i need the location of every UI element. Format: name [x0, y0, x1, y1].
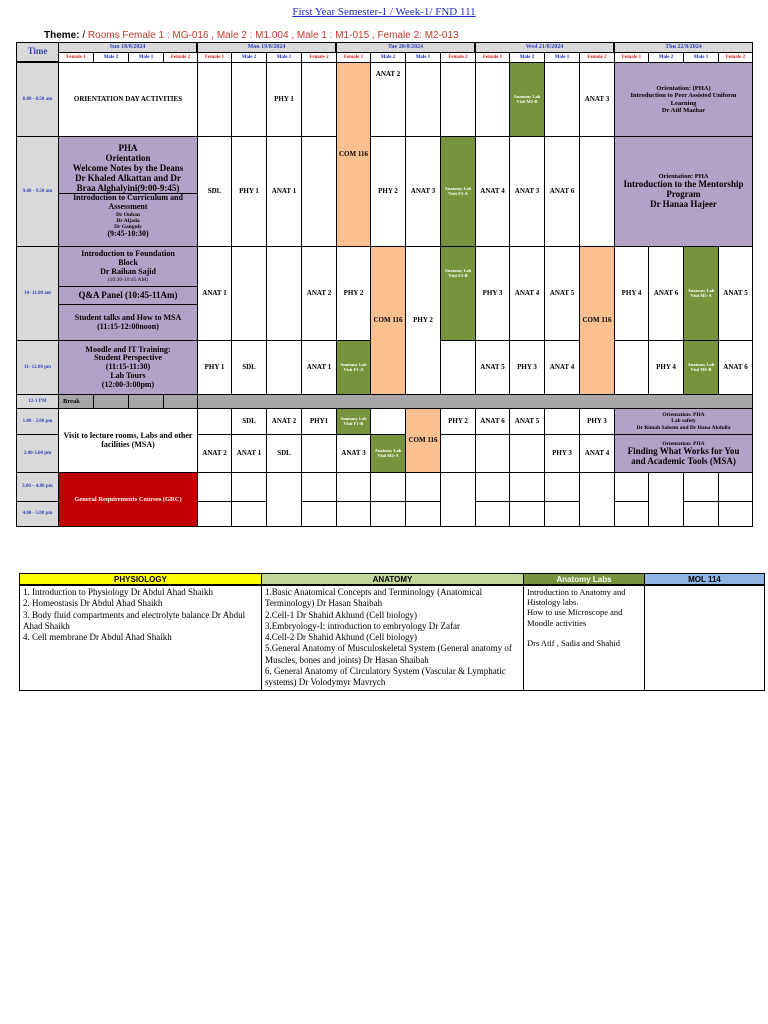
- empty-cell: [718, 501, 753, 527]
- event-cell: Visit to lecture rooms, Labs and other facilities (MSA): [58, 408, 198, 473]
- course-legend: [19, 573, 765, 691]
- event-cell: [58, 246, 198, 287]
- class-cell: PHY 2: [336, 246, 371, 341]
- empty-cell: [683, 472, 719, 502]
- event-line: and Academic Tools (MSA): [631, 455, 736, 466]
- lab-cell: Anatomy Lab Visit F2-B: [440, 246, 476, 341]
- empty-cell: [405, 501, 441, 527]
- lab-cell: Anatomy Lab Visit F2-A: [440, 136, 476, 247]
- lab-cell: Anatomy Lab Visit M1-A: [683, 246, 719, 341]
- time-header: Time: [16, 42, 59, 62]
- day-header: Thu 22/8/2024: [614, 42, 753, 53]
- section-header: Male 2: [93, 52, 129, 63]
- event-cell: ORIENTATION DAY ACTIVITIES: [58, 62, 198, 137]
- time-slot: 10- 11.00 am: [16, 246, 59, 341]
- event-line: Introduction to Foundation: [81, 249, 175, 259]
- class-cell: ANAT 6: [475, 408, 510, 435]
- section-header: Female 1: [614, 52, 649, 63]
- event-line: Orientation: [105, 152, 151, 163]
- theme-label: Theme:: [44, 30, 80, 41]
- lab-cell: Anatomy Lab Visit F1-B: [336, 408, 371, 435]
- class-cell: COM 116: [336, 62, 371, 247]
- legend-physiology: [19, 585, 262, 691]
- empty-cell: [301, 501, 337, 527]
- empty-cell: [370, 472, 406, 502]
- event-line: Dr Raihan Sajid: [100, 266, 156, 276]
- legend-header-anatomy: ANATOMY: [261, 573, 524, 585]
- class-cell: PHY 2: [440, 408, 476, 435]
- class-cell: PHY1: [301, 408, 337, 435]
- class-cell: PHY 2: [405, 246, 441, 395]
- lab-cell: Anatomy Lab Visit M1-B: [683, 340, 719, 395]
- time-slot: 1.00 - 2.00 pm: [16, 408, 59, 435]
- event-line: Dr Ganguly: [114, 224, 142, 231]
- empty-cell: [648, 472, 684, 527]
- empty-cell: [301, 62, 337, 137]
- event-cell: Q&A Panel (10:45-11Am): [58, 286, 198, 305]
- legend-item: 4.Cell-2 Dr Shahid Akhund (Cell biology): [265, 632, 417, 642]
- section-header: Female 1: [475, 52, 510, 63]
- section-header: Female 2: [579, 52, 615, 63]
- empty-cell: [197, 472, 232, 502]
- time-slot: 3.00 – 4.00 pm: [16, 472, 59, 502]
- empty-cell: [475, 501, 510, 527]
- section-header: Male 2: [648, 52, 684, 63]
- event-line: Assessment: [108, 202, 148, 212]
- class-cell: ANAT 1: [197, 246, 232, 341]
- empty-cell: [614, 472, 649, 502]
- legend-item: Drs Atif , Sadia and Shahid: [527, 637, 621, 648]
- empty-cell: [544, 62, 580, 137]
- day-header: Sun 18/8/2024: [58, 42, 197, 53]
- class-cell: ANAT 3: [579, 62, 615, 137]
- empty-cell: [544, 472, 580, 502]
- class-cell: ANAT 3: [336, 434, 371, 473]
- empty-cell: [614, 501, 649, 527]
- event-line: Dr Ouban: [116, 212, 140, 219]
- event-line: Introduction to Curriculum and: [59, 193, 197, 203]
- empty-cell: [266, 472, 302, 527]
- class-cell: SDL: [197, 136, 232, 247]
- class-cell: PHY 3: [509, 340, 545, 395]
- empty-cell: [683, 501, 719, 527]
- legend-item: 2.Cell-1 Dr Shahid Akhund (Cell biology): [265, 609, 417, 620]
- legend-item: 3.Embryology-I: introduction to embryology Dr Zafar: [265, 620, 460, 631]
- time-slot: 8.00 - 8.50 am: [16, 62, 59, 137]
- empty-cell: [475, 62, 510, 137]
- event-line: Block: [118, 258, 138, 268]
- legend-mol: [644, 585, 765, 691]
- class-cell: ANAT 2: [197, 434, 232, 473]
- section-header: Male 2: [231, 52, 267, 63]
- empty-cell: [405, 62, 441, 137]
- section-header: Female 2: [718, 52, 753, 63]
- break-cell: [163, 394, 198, 409]
- empty-cell: [440, 434, 476, 473]
- class-cell: PHY 1: [266, 62, 302, 137]
- event-cell: General Requirements Courses (GRC): [58, 472, 198, 527]
- lab-cell: Anatomy Lab Visit M2-B: [509, 62, 545, 137]
- event-line: Welcome Notes by the Deans: [72, 162, 184, 173]
- class-cell: ANAT 3: [509, 136, 545, 247]
- class-cell: PHY 2: [370, 136, 406, 247]
- event-line: Dr Rimah Saleem and Dr Hana Abdulla: [636, 424, 731, 431]
- event-line: (10:30-10:45 AM): [107, 276, 149, 283]
- event-line: PHA: [118, 143, 138, 153]
- event-line: Student talks and How to MSA: [74, 312, 182, 322]
- empty-cell: [509, 501, 545, 527]
- legend-item: 2. Homeostasis Dr Abdul Ahad Shaikh: [23, 598, 163, 609]
- event-line: (11:15-11:30): [105, 362, 151, 372]
- class-cell: PHY 3: [579, 408, 615, 435]
- event-line: Lab Tours: [110, 370, 146, 380]
- class-cell: ANAT 2: [301, 246, 337, 341]
- day-header: Mon 19/8/2024: [197, 42, 336, 53]
- theme-separator: /: [82, 30, 86, 41]
- class-cell: COM 116: [579, 246, 615, 395]
- class-cell: ANAT 4: [475, 136, 510, 247]
- class-cell: COM 116: [405, 408, 441, 473]
- class-cell: ANAT 2: [266, 408, 302, 435]
- event-line: Orientation: (PHA): [656, 85, 711, 93]
- event-cell: [614, 434, 753, 473]
- legend-item: Introduction to Anatomy and Histology labs.: [527, 587, 626, 608]
- legend-item: [527, 628, 641, 638]
- empty-cell: [301, 472, 337, 502]
- legend-item: 5.General Anatomy of Musculoskeletal System (General anatomy of Muscles, bones and joints) Dr Hasan Shaibah: [265, 643, 512, 665]
- event-cell: [614, 408, 753, 435]
- event-line: Program: [666, 189, 701, 200]
- section-header: Male 1: [683, 52, 719, 63]
- class-cell: ANAT 6: [648, 246, 684, 341]
- empty-cell: [370, 501, 406, 527]
- empty-cell: [370, 408, 406, 435]
- class-cell: PHY 1: [197, 340, 232, 395]
- event-line: Dr Atif Mazhar: [661, 106, 706, 114]
- event-cell: [58, 136, 198, 247]
- empty-cell: [301, 136, 337, 247]
- empty-cell: [336, 472, 371, 502]
- class-cell: ANAT 3: [405, 136, 441, 247]
- event-cell: [614, 62, 753, 137]
- section-header: Female 1: [336, 52, 371, 63]
- break-cell: Break: [58, 394, 94, 409]
- empty-cell: [544, 501, 580, 527]
- time-slot: 9.00 - 9.50 am: [16, 136, 59, 247]
- empty-cell: [266, 246, 302, 341]
- event-line: Dr Hanaa Hajeer: [650, 199, 717, 210]
- class-cell: ANAT 5: [509, 408, 545, 435]
- legend-item: 1. Introduction to Physiology Dr Abdul Ahad Shaikh: [23, 587, 213, 597]
- empty-cell: [509, 472, 545, 502]
- page-title: First Year Semester-1 / Week-1/ FND 111: [292, 6, 476, 18]
- time-slot: 4.00 - 5.00 pm: [16, 501, 59, 527]
- section-header: Male 2: [509, 52, 545, 63]
- empty-cell: [544, 408, 580, 435]
- empty-cell: [197, 501, 232, 527]
- class-cell: ANAT 6: [718, 340, 753, 395]
- empty-cell: [336, 501, 371, 527]
- section-header: Male 1: [128, 52, 164, 63]
- empty-cell: [440, 62, 476, 137]
- section-header: Female 2: [163, 52, 198, 63]
- class-cell: ANAT 4: [509, 246, 545, 341]
- empty-cell: [231, 62, 267, 137]
- class-cell: ANAT 6: [544, 136, 580, 247]
- empty-cell: [579, 136, 615, 247]
- class-cell: SDL: [231, 408, 267, 435]
- event-cell: [58, 304, 198, 341]
- class-cell: ANAT 1: [266, 136, 302, 247]
- lab-cell: Anatomy Lab Visit M2-A: [370, 434, 406, 473]
- section-header: Male 1: [266, 52, 302, 63]
- event-line: Orientation: PHA: [662, 412, 705, 419]
- empty-cell: [440, 472, 476, 527]
- event-line: Orientation: PHA: [662, 440, 705, 447]
- event-cell: [58, 340, 198, 395]
- legend-item: 1.Basic Anatomical Concepts and Terminology (Anatomical Terminology) Dr Hasan Shaibah: [265, 587, 483, 609]
- class-cell: ANAT 4: [579, 434, 615, 473]
- event-cell: [614, 136, 753, 247]
- legend-anatomy: [261, 585, 524, 691]
- class-cell: COM 116: [370, 246, 406, 395]
- legend-labs: [523, 585, 645, 691]
- class-cell: ANAT 1: [301, 340, 337, 395]
- time-slot: 2.00-3.00 pm: [16, 434, 59, 473]
- legend-item: 6. General Anatomy of Circulatory System (Vascular & Lymphatic systems) Dr Volodymyr Mavrych: [265, 665, 506, 687]
- empty-cell: [197, 408, 232, 435]
- class-cell: SDL: [266, 434, 302, 473]
- class-cell: PHY 3: [475, 246, 510, 341]
- break-cell: [128, 394, 164, 409]
- event-line: (11:15-12:00noon): [97, 321, 159, 331]
- class-cell: ANAT 5: [544, 246, 580, 341]
- section-header: Male 2: [370, 52, 406, 63]
- class-cell: PHY 3: [544, 434, 580, 473]
- theme-rooms: Rooms Female 1 : MG-016 , Male 2 : M1.004 , Male 1 : M1-015 , Female 2: M2-013: [87, 30, 459, 41]
- break-cell: [197, 394, 753, 409]
- empty-cell: [475, 472, 510, 502]
- event-line: Finding What Works for You: [627, 445, 740, 456]
- legend-header-physiology: PHYSIOLOGY: [19, 573, 262, 585]
- event-line: (12:00-3:00pm): [101, 379, 155, 389]
- empty-cell: [475, 434, 510, 473]
- empty-cell: [197, 62, 232, 137]
- break-cell: [93, 394, 129, 409]
- schedule-table: [16, 42, 753, 527]
- section-header: Male 1: [405, 52, 441, 63]
- class-cell: PHY 4: [614, 246, 649, 341]
- event-line: Braa Alghalyini(9:00-9:45): [76, 182, 180, 193]
- class-cell: ANAT 2: [370, 62, 406, 137]
- class-cell: ANAT 1: [231, 434, 267, 473]
- day-header: Wed 21/8/2024: [475, 42, 614, 53]
- class-cell: PHY 1: [231, 136, 267, 247]
- empty-cell: [231, 246, 267, 341]
- empty-cell: [266, 340, 302, 395]
- empty-cell: [231, 472, 267, 502]
- empty-cell: [405, 472, 441, 502]
- legend-item: 4. Cell membrane Dr Abdul Ahad Shaikh: [23, 632, 172, 642]
- event-line: Orientation: PHA: [658, 173, 709, 181]
- section-header: Male 1: [544, 52, 580, 63]
- legend-header-labs: Anatomy Labs: [523, 573, 645, 585]
- empty-cell: [440, 340, 476, 395]
- section-header: Female 2: [440, 52, 476, 63]
- section-header: Female 1: [197, 52, 232, 63]
- theme-line: [44, 30, 459, 41]
- day-header: Tue 20/8/2024: [336, 42, 475, 53]
- empty-cell: [301, 434, 337, 473]
- empty-cell: [614, 340, 649, 395]
- event-line: Learning: [670, 99, 697, 107]
- event-line: Moodle and IT Training:: [85, 344, 171, 354]
- section-header: Female 1: [58, 52, 94, 63]
- section-header: Female 2: [301, 52, 337, 63]
- class-cell: ANAT 5: [718, 246, 753, 341]
- class-cell: SDL: [231, 340, 267, 395]
- time-slot: 11- 12.00 pm: [16, 340, 59, 395]
- event-line: Student Perspective: [94, 353, 162, 363]
- empty-cell: [718, 472, 753, 502]
- time-slot: 12-1 PM: [16, 394, 59, 409]
- legend-header-mol: MOL 114: [644, 573, 765, 585]
- lab-cell: Anatomy Lab Visit F1-A: [336, 340, 371, 395]
- event-line: (9:45-10:30): [107, 229, 149, 239]
- event-line: Dr Khaled Alkattan and Dr: [75, 172, 181, 183]
- empty-cell: [579, 472, 615, 527]
- event-line: Introduction to the Mentorship: [623, 179, 744, 190]
- empty-cell: [509, 434, 545, 473]
- class-cell: PHY 4: [648, 340, 684, 395]
- legend-item: How to use Microscope and Moodle activities: [527, 607, 623, 628]
- empty-cell: [231, 501, 267, 527]
- class-cell: ANAT 5: [475, 340, 510, 395]
- event-line: Introduction to Peer Assisted Uniform: [630, 92, 737, 100]
- class-cell: ANAT 4: [544, 340, 580, 395]
- event-line: Dr Aljada: [116, 218, 140, 225]
- event-line: Lab safety: [671, 418, 696, 425]
- legend-item: 3. Body fluid compartments and electrolyte balance Dr Abdul Ahad Shaikh: [23, 609, 246, 631]
